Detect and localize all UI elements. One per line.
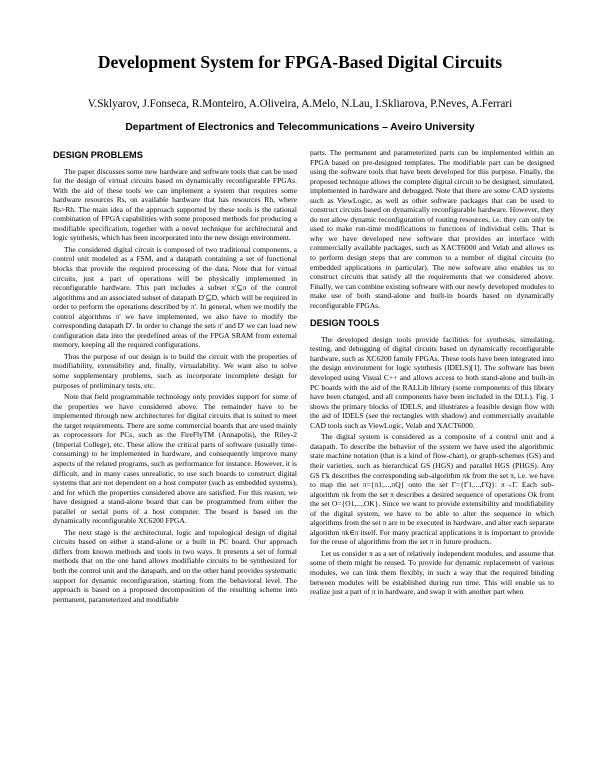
affiliation: Department of Electronics and Telecommunications – Aveiro University (125, 122, 475, 133)
left-column (53, 148, 297, 606)
body-paragraph-continued: parts. The permanent and parameterized parts can be implemented within an FPGA based on pre-designed templates. The modifiable part can be designed using the software tools that have been developed for this purpose. Finally, the proposed technique allows the complete digital circuit to be designed, simulated, implemented in hardware and debugged. Note that there are some CAD systems such as ViewLogic, as well as other software packages that can be used to construct circuits based on dynamically reconfigurable hardware. However, they do not allow dynamic reconfiguration of routing resources, i.e. they can only be used to make run-time modifications to functions of individual cells. That is why we have developed new software that provides an interface with commercially available packages, such as XACT6000 and Velab and allows us to perform design steps that are common to a number of digital circuits (to embedded applications in particular). The new software also enables us to construct circuits that satisfy all the requirements that we considered above. Finally, we can combine existing software with our newly developed modules to make use of both stand-alone and built-in boards based on dynamically reconfigurable FPGAs. (310, 148, 554, 310)
body-paragraph: Let us consider π as a set of relatively independent modules, and assume that some of them might be reused. To provide for dynamic replacement of various modules, we can link them flexibly, in such a way that the required binding between modules will be established during run time. This will enable us to realize just a part of π in hardware, and swap it with another part when (310, 548, 554, 597)
body-paragraph: The next stage is the architectural, logic and topological design of digital circuits based on either a stand-alone or a built in PC board. Our approach differs from known methods and tools in two ways. It presents a set of formal methods that on the one hand allows modifiable circuits to be synthesized for both the control unit and the datapath, and on the other hand provides systematic support for dynamic reconfiguration, starting from the behavioral level. The approach is based on a proposed decomposition of the resulting scheme into permanent, parameterized and modifiable (53, 527, 297, 604)
body-paragraph: Thus the purpose of our design is to build the circuit with the properties of modifiability, extensibility and, finally, virtualability. We want also to solve some supplementary problems, such as incorporate incomplete design for purposes of preliminary tests, etc. (53, 351, 297, 390)
body-paragraph: The digital system is considered as a composite of a control unit and a datapath. To describe the behavior of the system we have used the algorithmic state machine notation (that is a kind of flow-chart), or graph-schemes (GS) and their varieties, such as hierarchical GS (HGS) and parallel HGS (PHGS). Any GS Γk describes the corresponding sub-algorithm πk from the set π, i.e. we have to map the set π={π1,...,πQ} onto the set Γ={Γ1,...,ΓQ}: π→Γ. Each sub-algorithm πk from the set π describes a desired sequence of operations Ok from the set O={O1,...,OK}. Since we want to provide extensibility and modifiability of the digital system, we have to be able to alter the sequence in which algorithms from the set π are to be executed in hardware, and alter each separate algorithm πk∈π itself. For many practical applications it is important to provide for the reuse of algorithms from the set π in future products. (310, 432, 554, 547)
author-list: V.Sklyarov, J.Fonseca, R.Monteiro, A.Oliveira, A.Melo, N.Lau, I.Skliarova, P.Neves, A.Ferrari (87, 98, 513, 110)
body-paragraph: Note that field programmable technology only provides support for some of the properties we have considered above. The remainder have to be implemented through new architectures for digital circuits that is suited to meet the target requirements. There are some commercial boards that are used mainly as coprocessors for PCs, such as the FireFlyTM (Annapolis), the Riley-2 (Imperial College), etc. These allow the critical parts of software (usually time-consuming) to be implemented in hardware, and consequently improve many aspects of the related programs, such as performance for instance. However, it is difficult, and in many cases unrealistic, to use such boards to construct digital systems that are not dependent on a host computer (such as embedded systems), and for which the properties considered above are satisfied. For this reason, we have designed a stand-alone board that can be programmed from either the parallel or serial ports of a host computer. The board is based on the dynamically reconfigurable XC6200 FPGA. (53, 392, 297, 526)
body-paragraph: The considered digital circuit is composed of two traditional components, a control unit modeled as a FSM, and a datapath containing a set of functional blocks that provide the required processing of the data. Note that for virtual circuits, just a part of operations will be physically implemented in reconfigurable hardware. This part includes a subset π'⊆π of the control algorithms and an associated subset of datapath D'⊆D, which will be required in order to perform the operations described by π'. In general, when we modify the control algorithms π' we have implemented, we also have to modify the corresponding datapath D'. In order to change the sets π' and D' we can load new configuration data into the predefined areas of the FPGA SRAM from external memory, keeping all the required configurations. (53, 244, 297, 350)
body-paragraph: The developed design tools provide facilities for synthesis, simulating, testing, and debugging of digital circuits based on dynamically reconfigurable hardware, such as XC6200 family FPGAs. These tools have been integrated into the design environment for logic synthesis (IDELS)[1]. The software has been developed using Visual C++ and allows access to both stand-alone and built-in PC boards with the aid of the RALLib library (some components of this library have been changed, and all components have been included in the DLL). Fig. 1 shows the primary blocks of IDELS, and illustrates a feasible design flow with the aid of IDELS (see the rectangles with shadow) and commercially available CAD tools such as ViewLogic, Velab and XACT6000. (310, 334, 554, 430)
paper-title: Development System for FPGA-Based Digital Circuits (97, 52, 503, 72)
right-column (310, 148, 554, 599)
body-paragraph: The paper discusses some new hardware and software tools that can be used for the design of virtual circuits based on dynamically reconfigurable FPGAs. With the aid of these tools we can implement a system that requires some hardware resources Rs, on available hardware that has resources Rh, where Rs>Rh. The main idea of the approach supported by these tools is the rational combination of FPGA capabilities with some proposed methods for producing a modifiable specification, together with a novel technique for architectural and logic synthesis, which has been incorporated into the new design environment. (53, 166, 297, 243)
section-heading-design-tools: DESIGN TOOLS (310, 318, 380, 329)
section-heading-design-problems: DESIGN PROBLEMS (53, 150, 143, 160)
